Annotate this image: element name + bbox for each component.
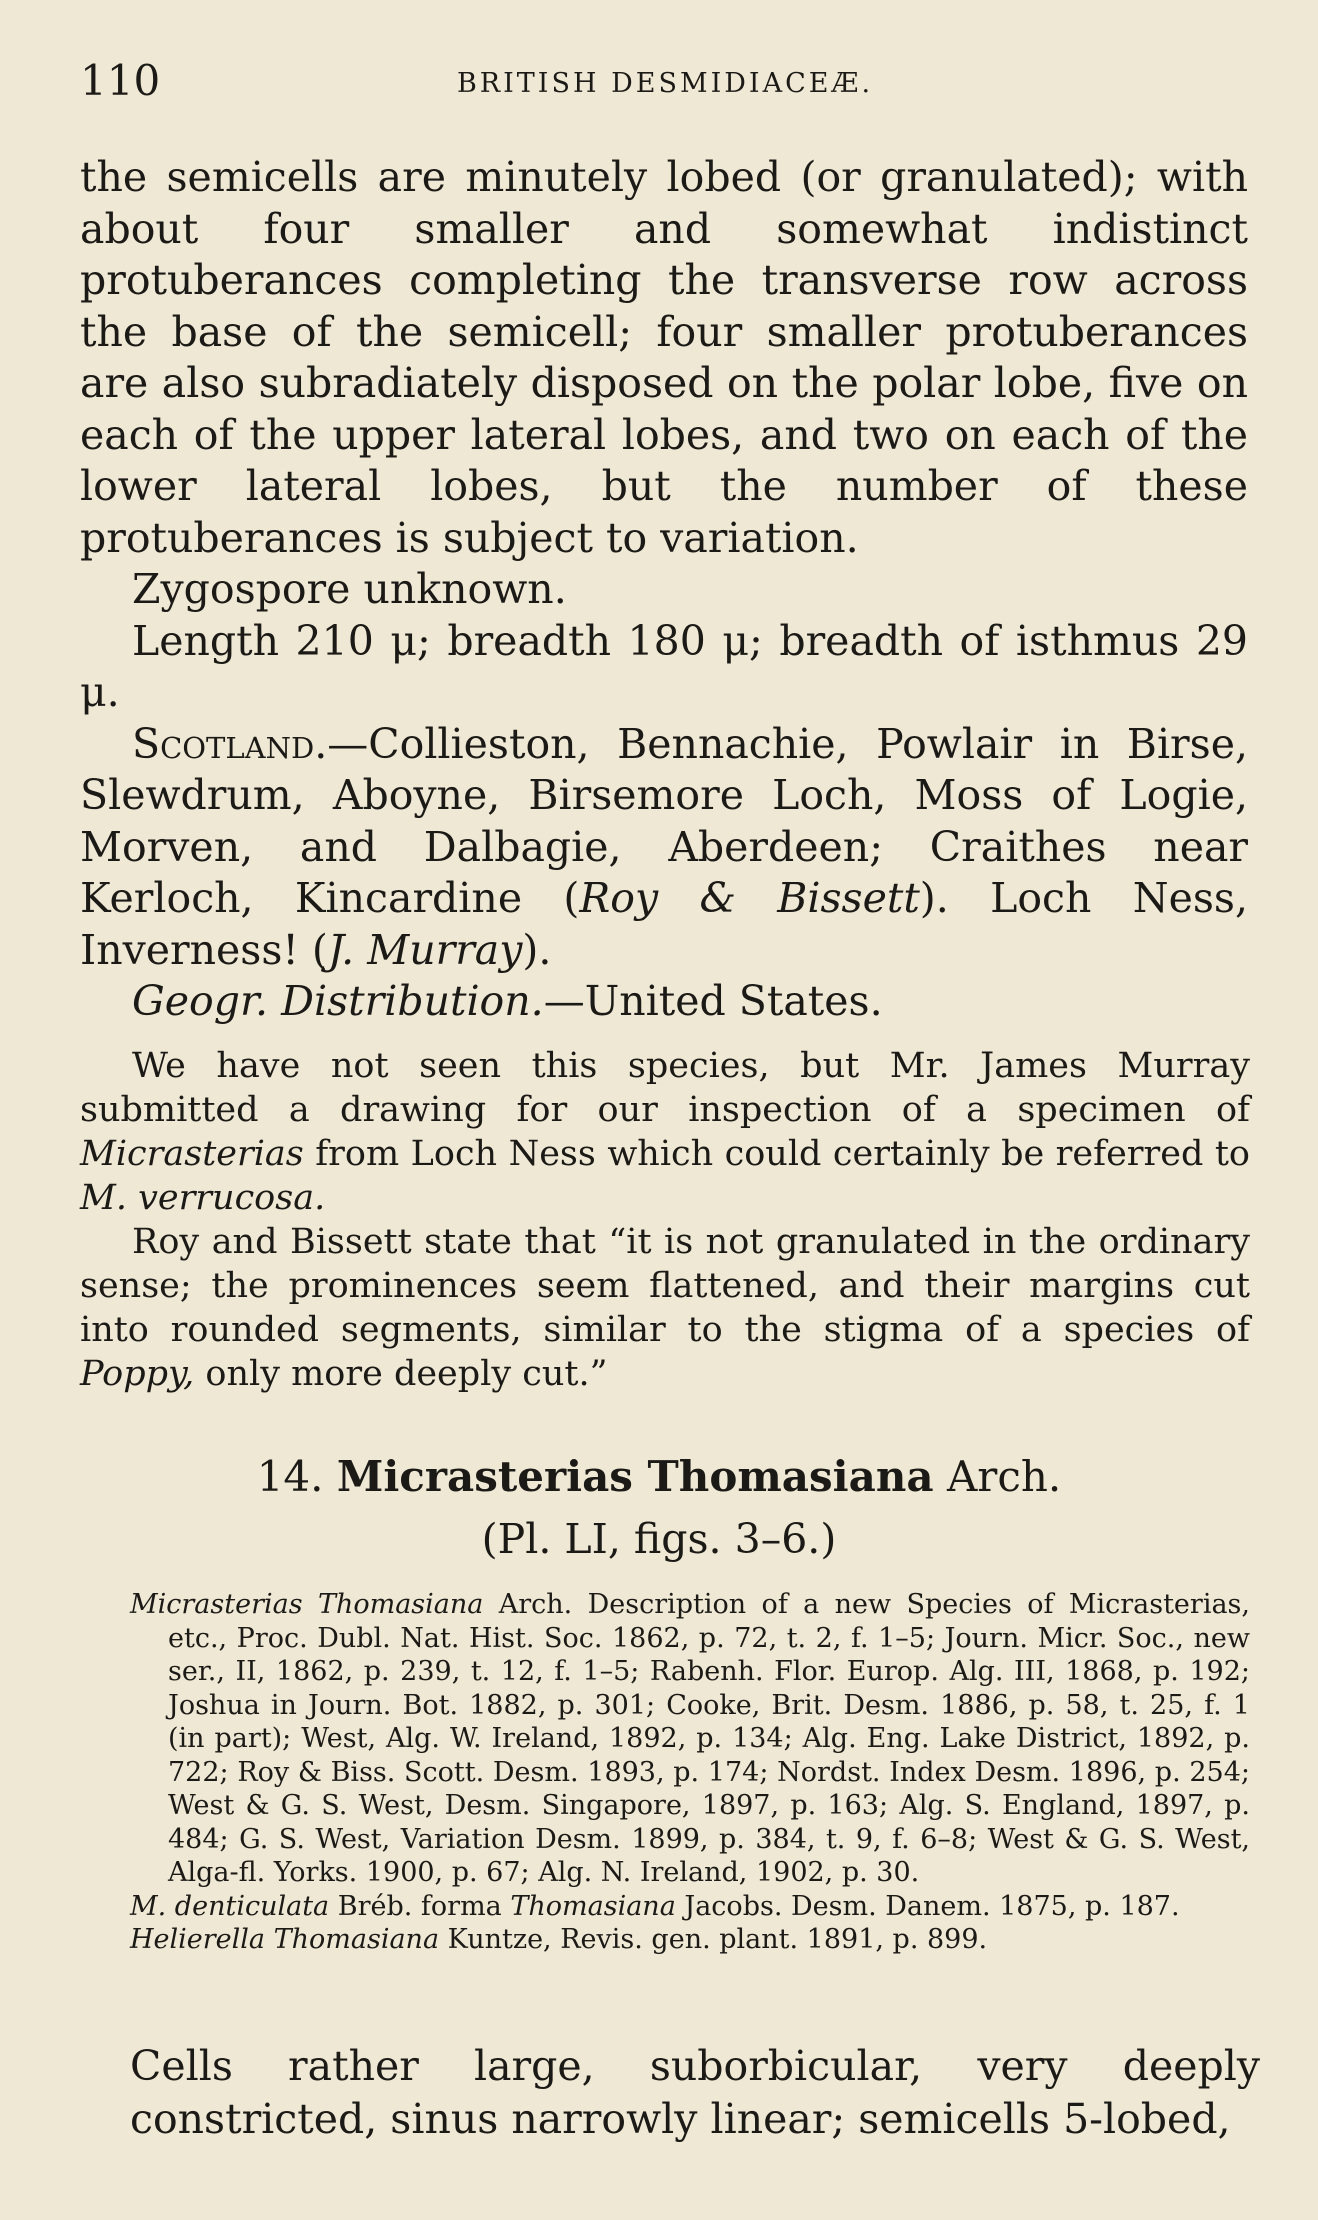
scotland-ref-murray: J. Murray xyxy=(327,925,523,974)
synonym-citation-2: Jacobs. Desm. Danem. 1875, p. 187. xyxy=(684,1890,1180,1922)
geographic-distribution xyxy=(80,976,1248,1028)
scotland-label: Scotland. xyxy=(132,719,328,768)
notes-block xyxy=(80,1044,1250,1396)
synonym-form-name: Thomasiana xyxy=(510,1890,676,1922)
scotland-mid: ). Loch Ness, Inverness! ( xyxy=(80,874,1248,974)
synonym-entry xyxy=(130,1890,1250,1924)
synonym-citation: Bréb. forma xyxy=(337,1890,502,1922)
note-murray-text-2: from Loch Ness which could certainly be referred to xyxy=(315,1134,1250,1174)
plate-reference: (Pl. LI, figs. 3–6.) xyxy=(481,1515,837,1563)
note-roy-bissett xyxy=(80,1220,1250,1396)
species-author: Arch. xyxy=(946,1452,1062,1501)
geogr-text: —United States. xyxy=(543,977,883,1025)
zygospore-line: Zygospore unknown. xyxy=(132,565,567,613)
synonym-name: M. denticulata xyxy=(130,1890,330,1922)
synonym-name: Micrasterias Thomasiana xyxy=(130,1589,484,1620)
species-heading xyxy=(0,1450,1318,1504)
scotland-ref-roy-bissett: Roy & Bissett xyxy=(579,874,920,922)
scotland-end: ). xyxy=(522,925,552,974)
note-murray-text: We have not seen this species, but Mr. James Murray submitted a drawing for our inspection of a specimen of xyxy=(80,1046,1250,1130)
synonym-citation: Arch. Description of a new Species of Micrasterias, etc., Proc. Dubl. Nat. Hist. Soc. 1862, p. 72, t. 2, f. 1–5; Journ. Micr. Soc., new ser., II, 1862, p. 239, t. 12, f. 1–5; Rabenh. Flor. Europ. Alg. III, 1868, p. 192; Joshua in Journ. Bot. 1882, p. 301; Cooke, Brit. Desm. 1886, p. 58, t. 25, f. 1 (in part); West, Alg. W. Ireland, 1892, p. 134; Alg. Eng. Lake District, 1892, p. 722; Roy & Biss. Scott. Desm. 1893, p. 174; Nordst. Index Desm. 1896, p. 254; West & G. S. West, Desm. Singapore, 1897, p. 163; Alg. S. England, 1897, p. 484; G. S. West, Variation Desm. 1899, p. 384, t. 9, f. 6–8; West & G. S. West, Alga-fl. Yorks. 1900, p. 67; Alg. N. Ireland, 1902, p. 30. xyxy=(168,1589,1250,1888)
note-murray-genus: Micrasterias xyxy=(80,1134,304,1174)
note-roy-poppy: Poppy, xyxy=(80,1354,195,1394)
synonym-citation: Kuntze, Revis. gen. plant. 1891, p. 899. xyxy=(447,1924,988,1955)
measurements-line: Length 210 μ; breadth 180 μ; breadth of isthmus 29 μ. xyxy=(80,616,1248,716)
page-number: 110 xyxy=(80,56,161,105)
synonym-entry xyxy=(130,1923,1250,1957)
geogr-label: Geogr. Distribution. xyxy=(132,977,544,1025)
species-name: Micrasterias Thomasiana xyxy=(336,1452,934,1501)
page-header xyxy=(80,56,1250,106)
running-head: BRITISH DESMIDIACEÆ. xyxy=(456,68,874,99)
note-murray xyxy=(80,1044,1250,1220)
scotland-localities xyxy=(80,719,1248,977)
species-number: 14. xyxy=(256,1452,324,1501)
note-roy-text: Roy and Bissett state that “it is not granulated in the ordinary sense; the prominences seem flattened, and their margins cut into rounded segments, similar to the stigma of a species of xyxy=(80,1222,1250,1350)
synonym-entry xyxy=(130,1588,1250,1890)
description-block xyxy=(80,152,1248,1028)
synonym-name: Helierella Thomasiana xyxy=(130,1924,440,1955)
synonymy-block xyxy=(130,1588,1250,1957)
description-paragraph: the semicells are minutely lobed (or granulated); with about four smaller and somewhat indistinct protuberances completing the transverse row across the base of the semicell; four smaller protuberances are also subradiately disposed on the polar lobe, five on each of the upper lateral lobes, and two on each of the lower lateral lobes, but the number of these protuberances is subject to variation. xyxy=(80,153,1248,562)
species-description: Cells rather large, suborbicular, very deeply constricted, sinus narrowly linear; semicells 5-lobed, xyxy=(130,2042,1260,2143)
note-roy-text-2: only more deeply cut.” xyxy=(205,1354,608,1394)
note-murray-species: M. verrucosa. xyxy=(80,1178,326,1218)
scotland-text: —Collieston, Bennachie, Powlair in Birse, Slewdrum, Aboyne, Birsemore Loch, Moss of Logie, Morven, and Dalbagie, Aberdeen; Craithes near Kerloch, Kincardine ( xyxy=(80,719,1248,922)
